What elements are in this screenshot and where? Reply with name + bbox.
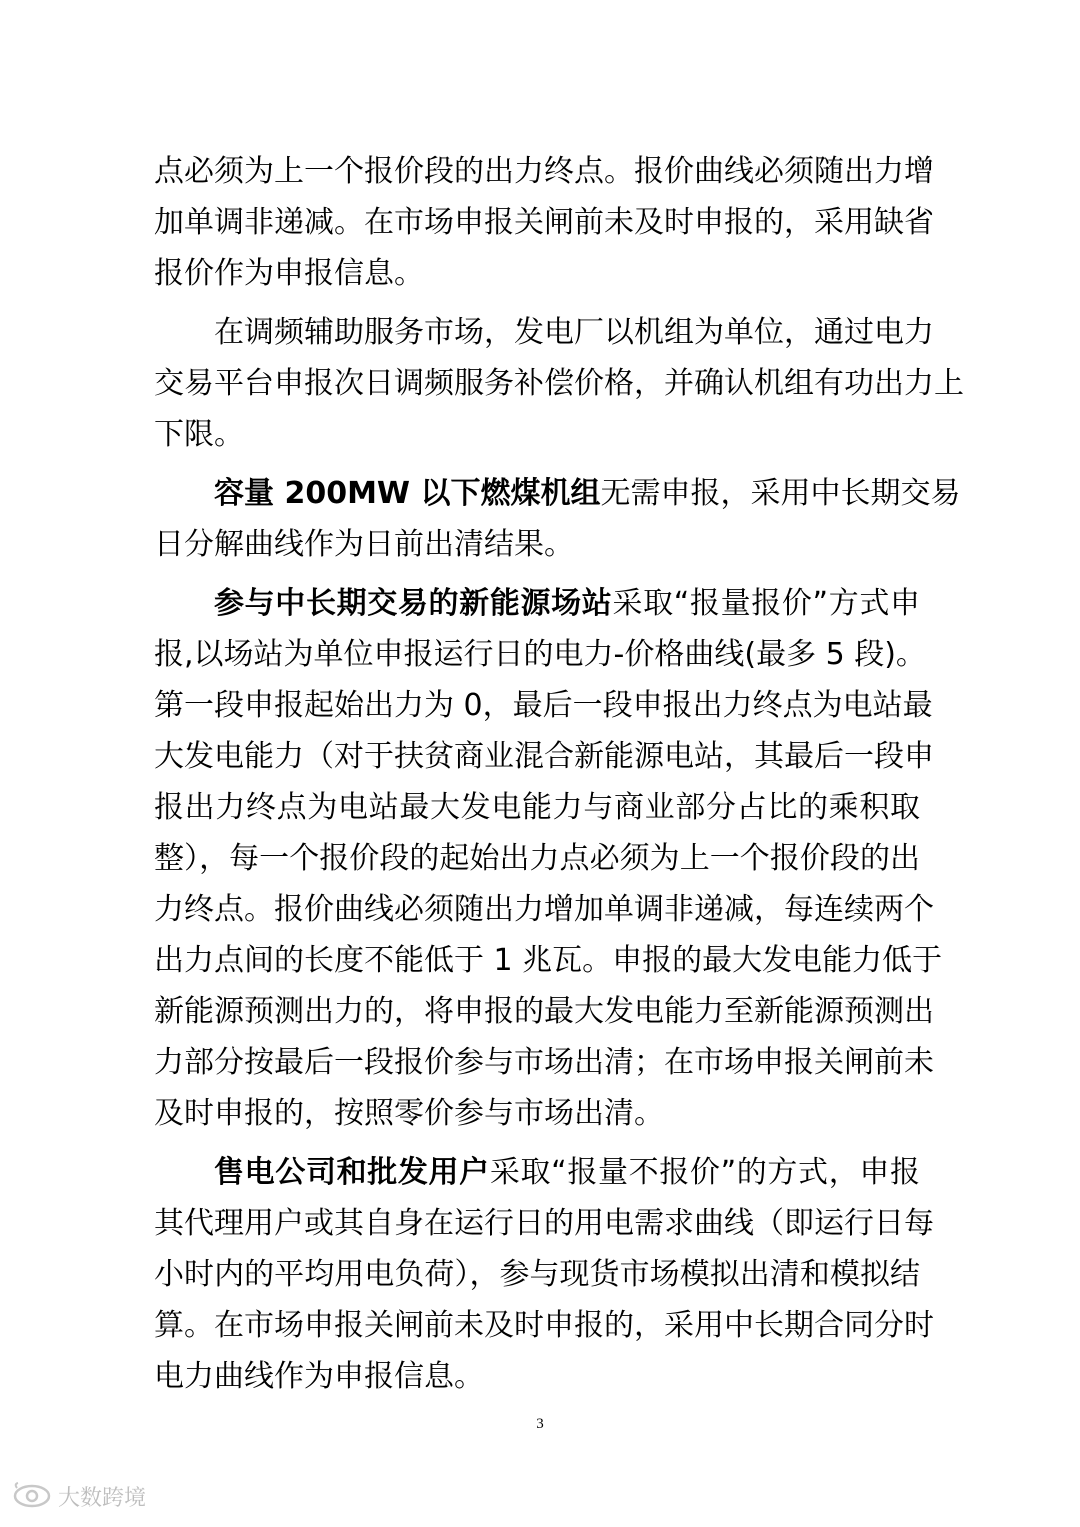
paragraph-3 xyxy=(154,468,961,570)
paragraph-line: 日分解曲线作为日前出清结果。 xyxy=(154,527,574,562)
bold-lead: 售电公司和批发用户 xyxy=(214,1155,490,1190)
paragraph-line: 小时内的平均用电负荷），参与现货市场模拟出清和模拟结 xyxy=(154,1257,920,1292)
lead-rest: 无需申报，采用中长期交易 xyxy=(600,476,961,511)
lead-rest: 采取“报量报价”方式申 xyxy=(612,586,921,621)
paragraph-1 xyxy=(154,146,934,299)
paragraph-line: 整），每一个报价段的起始出力点必须为上一个报价段的出 xyxy=(154,841,920,876)
paragraph-5 xyxy=(154,1147,934,1402)
paragraph-line: 出力点间的长度不能低于 1 兆瓦。申报的最大发电能力低于 xyxy=(154,943,943,978)
paragraph-line: 大发电能力（对于扶贫商业混合新能源电站，其最后一段申 xyxy=(154,739,934,774)
paragraph-line: 报出力终点为电站最大发电能力与商业部分占比的乘积取 xyxy=(154,790,920,825)
paragraph-line: 加单调非递减。在市场申报关闸前未及时申报的，采用缺省 xyxy=(154,205,934,240)
paragraph-line: 电力曲线作为申报信息。 xyxy=(154,1359,484,1394)
paragraph-line: 点必须为上一个报价段的出力终点。报价曲线必须随出力增 xyxy=(154,154,934,189)
paragraph-4 xyxy=(154,578,943,1139)
paragraph-lead-line xyxy=(154,1147,920,1198)
paragraph-line: 报,以场站为单位申报运行日的电力-价格曲线(最多 5 段)。 xyxy=(154,637,926,672)
paragraph-line: 交易平台申报次日调频服务补偿价格，并确认机组有功出力上 xyxy=(154,366,964,401)
paragraph-line: 力部分按最后一段报价参与市场出清；在市场申报关闸前未 xyxy=(154,1045,934,1080)
watermark-text: 大数跨境 xyxy=(58,1485,147,1511)
lead-rest: 采取“报量不报价”的方式，申报 xyxy=(489,1155,921,1190)
paragraph-2 xyxy=(154,307,964,460)
watermark xyxy=(12,1478,146,1514)
paragraph-line: 第一段申报起始出力为 0，最后一段申报出力终点为电站最 xyxy=(154,688,933,723)
paragraph-line: 及时申报的，按照零价参与市场出清。 xyxy=(154,1096,664,1131)
paragraph-line: 下限。 xyxy=(154,417,244,452)
eye-logo-icon xyxy=(12,1482,52,1510)
bold-lead: 参与中长期交易的新能源场站 xyxy=(214,586,613,621)
paragraph-line: 报价作为申报信息。 xyxy=(154,256,424,291)
paragraph-line: 其代理用户或其自身在运行日的用电需求曲线（即运行日每 xyxy=(154,1206,934,1241)
paragraph-line: 算。在市场申报关闸前未及时申报的，采用中长期合同分时 xyxy=(154,1308,934,1343)
document-body xyxy=(154,146,964,1402)
paragraph-lead-line xyxy=(154,468,961,519)
paragraph-lead-line xyxy=(154,578,920,629)
page-number: 3 xyxy=(536,1416,544,1432)
paragraph-line: 新能源预测出力的，将申报的最大发电能力至新能源预测出 xyxy=(154,994,934,1029)
paragraph-line: 在调频辅助服务市场，发电厂以机组为单位，通过电力 xyxy=(214,315,934,350)
paragraph-line: 力终点。报价曲线必须随出力增加单调非递减，每连续两个 xyxy=(154,892,934,927)
bold-lead: 容量 200MW 以下燃煤机组 xyxy=(214,476,601,511)
